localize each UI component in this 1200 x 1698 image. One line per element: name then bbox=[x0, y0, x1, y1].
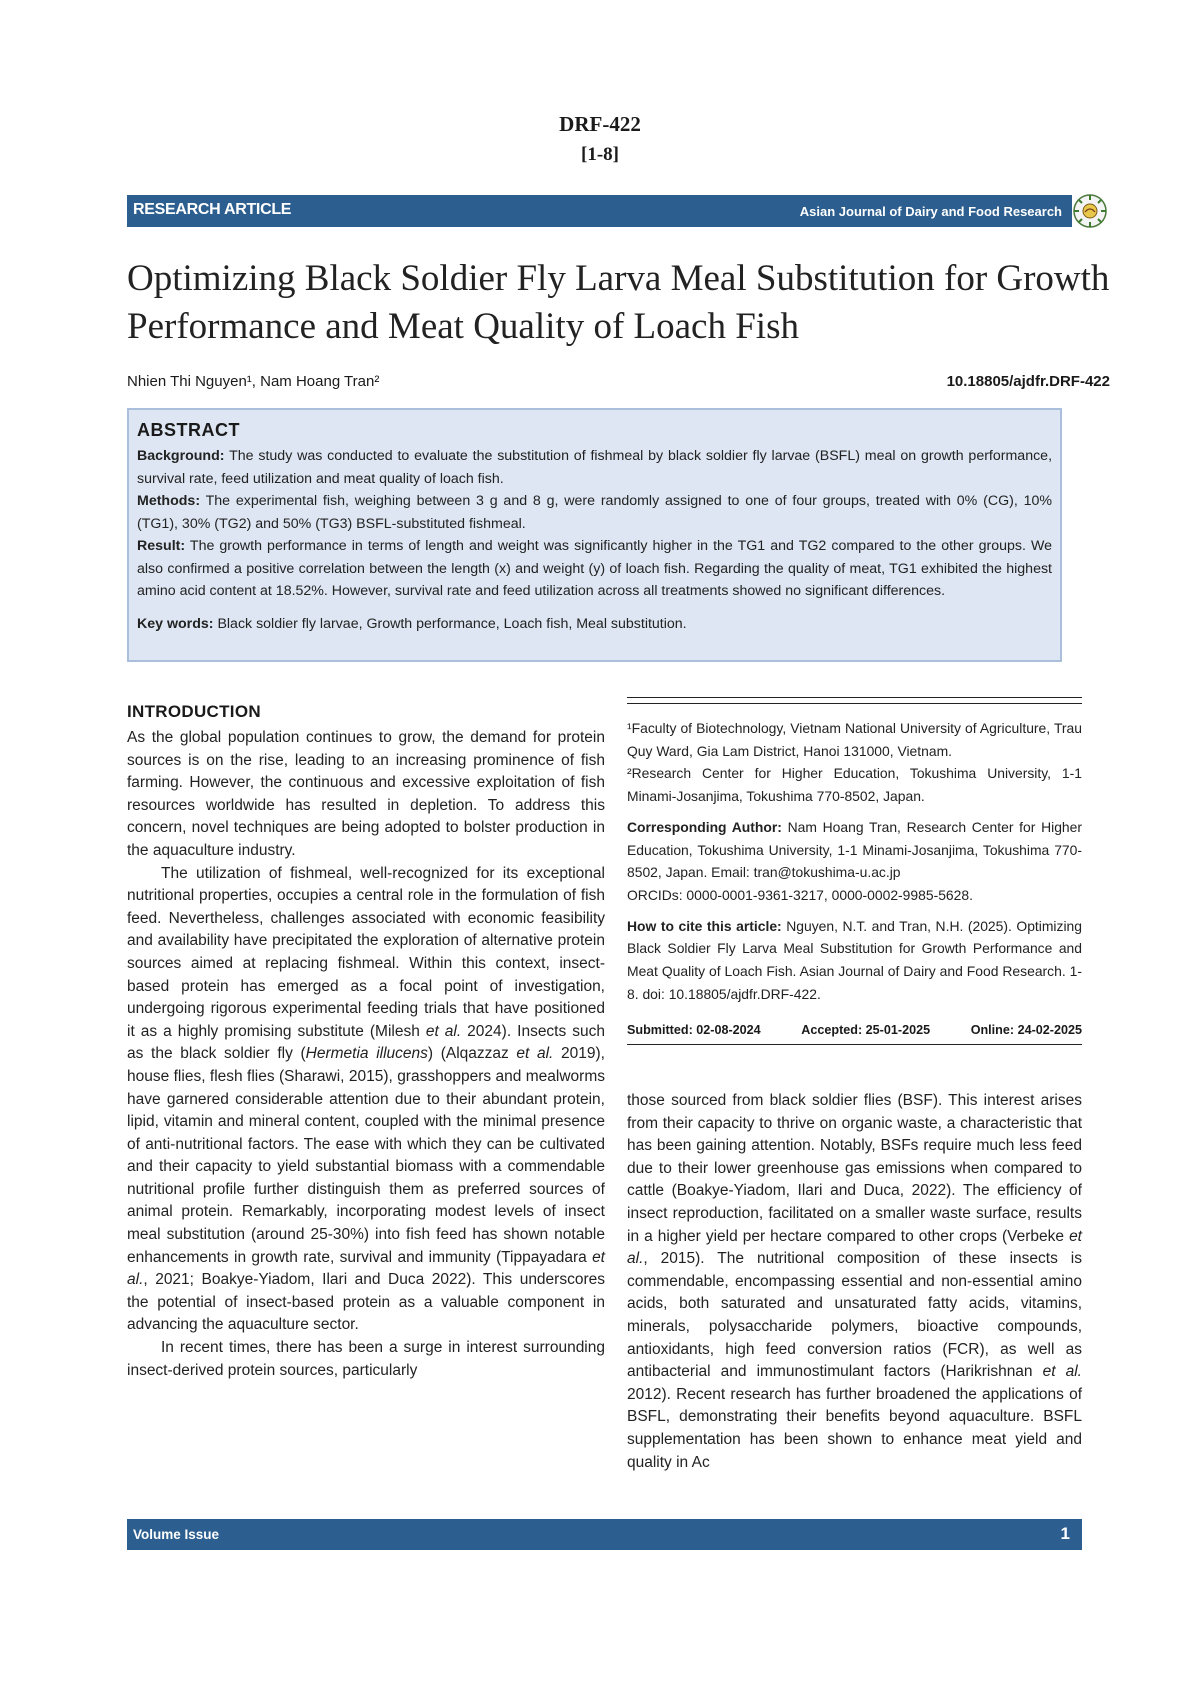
methods-label: Methods: bbox=[137, 493, 201, 509]
abstract-box bbox=[127, 408, 1062, 662]
et-al: et al. bbox=[516, 1045, 554, 1063]
background-label: Background: bbox=[137, 448, 225, 464]
citation-label: How to cite this article: bbox=[627, 917, 782, 934]
accepted-date bbox=[801, 1023, 930, 1037]
et-al: et al. bbox=[627, 1227, 1082, 1268]
species-name: Hermetia illucens bbox=[305, 1045, 428, 1063]
abstract-methods bbox=[137, 490, 1052, 535]
keywords-label: Key words: bbox=[137, 615, 214, 632]
p2-part-e: , 2021; Boakye-Yiadom, Ilari and Duca 2022). This underscores the potential of insect-based protein as a valuable component in advancing the aquaculture sector. bbox=[127, 1271, 605, 1334]
p2-part-c: ) (Alqazzaz bbox=[427, 1045, 517, 1063]
corresponding-label: Corresponding Author: bbox=[627, 818, 782, 835]
article-title: Optimizing Black Soldier Fly Larva Meal Substitution for Growth Performance and Meat Quality of Loach Fish bbox=[127, 258, 1110, 347]
right-part-b: , 2015). The nutritional composition of these insects is commendable, encompassing essential and non-essential amino acids, both saturated and unsaturated fatty acids, vitamins, minerals, polysaccharide polymers, bioactive compounds, antioxidants, high feed conversion ratios (FCR), as well as antibacterial and immunostimulant factors (Harikrishnan bbox=[627, 1250, 1082, 1381]
page-number: 1 bbox=[1060, 1524, 1070, 1543]
online-label: Online: bbox=[970, 1023, 1015, 1037]
affiliation-2: ²Research Center for Higher Education, Tokushima University, 1-1 Minami-Josanjima, Tokushima 770-8502, Japan. bbox=[627, 765, 1082, 805]
methods-text: The experimental fish, weighing between 3 g and 8 g, were randomly assigned to one of four groups, treated with 0% (CG), 10% (TG1), 30% (TG2) and 50% (TG3) BSFL-substituted fishmeal. bbox=[137, 493, 1052, 532]
p2-part-b: 2024). Insects such as the black soldier fly ( bbox=[127, 1022, 605, 1063]
et-al: et al. bbox=[127, 1248, 605, 1289]
right-part-a: those sourced from black soldier flies (BSF). This interest arises from their capacity to thrive on organic waste, a characteristic that has been gaining attention. Notably, BSFs require much less feed due to their lower greenhouse gas emissions when compared to cattle (Boakye-Yiadom, Ilari and Duca, 2022). The efficiency of insect reproduction, facilitated on a smaller waste surface, results in a higher yield per hectare compared to other crops (Verbeke bbox=[627, 1092, 1082, 1245]
article-dates bbox=[627, 1023, 1082, 1037]
divider bbox=[627, 703, 1082, 704]
background-text: The study was conducted to evaluate the substitution of fishmeal by black soldier fly larvae (BSFL) meal on growth performance, survival rate, feed utilization and meat quality of loach fish. bbox=[137, 448, 1053, 487]
abstract-keywords bbox=[137, 613, 1052, 636]
p2-part-d: 2019), house flies, flesh flies (Sharawi, 2015), grasshoppers and mealworms have garnered considerable attention due to their abundant protein, lipid, vitamin and mineral content, coupled with the minimal presence of anti-nutritional factors. The ease with which they can be cultivated and their capacity to yield substantial biomass with a commendable nutritional profile further distinguish them as preferred sources of animal protein. Remarkably, incorporating modest levels of insect meal substitution (around 25-30%) into fish feed has shown notable enhancements in growth rate, survival and immunity (Tippayadara bbox=[127, 1045, 605, 1266]
online-date bbox=[971, 1023, 1082, 1037]
journal-logo-icon bbox=[1072, 193, 1108, 229]
right-column-text bbox=[627, 1090, 1082, 1474]
document-id: DRF-422 bbox=[559, 112, 641, 136]
page-range: [1-8] bbox=[581, 144, 619, 165]
author-list: Nhien Thi Nguyen¹, Nam Hoang Tran² bbox=[127, 373, 380, 390]
submitted-date bbox=[627, 1023, 761, 1037]
intro-paragraph-1: As the global population continues to grow, the demand for protein sources is on the rise, leading to an increasing prominence of fish farming. However, the continuous and excessive exploitation of fish resources worldwide has resulted in depletion. To address this concern, novel techniques are being adopted to bolster production in the aquaculture industry. bbox=[127, 729, 605, 859]
journal-name: Asian Journal of Dairy and Food Research bbox=[799, 204, 1062, 219]
citation-block bbox=[627, 915, 1082, 1006]
abstract-heading: ABSTRACT bbox=[137, 420, 240, 440]
abstract-background bbox=[137, 445, 1052, 490]
affiliations-block bbox=[627, 717, 1082, 1005]
right-part-c: 2012). Recent research has further broadened the applications of BSFL, demonstrating their benefits beyond aquaculture. BSFL supplementation has been shown to enhance meat yield and quality in Ac bbox=[627, 1385, 1082, 1471]
divider bbox=[627, 1044, 1082, 1045]
et-al: et al. bbox=[1042, 1363, 1082, 1381]
affiliation-1: ¹Faculty of Biotechnology, Vietnam National University of Agriculture, Trau Quy Ward, Gia Lam District, Hanoi 131000, Vietnam. bbox=[627, 720, 1082, 759]
accepted-value: 25-01-2025 bbox=[865, 1023, 931, 1037]
abstract-result bbox=[137, 535, 1052, 603]
divider bbox=[627, 697, 1082, 698]
volume-issue: Volume Issue bbox=[133, 1527, 220, 1542]
intro-paragraph-2 bbox=[127, 863, 605, 1337]
page-footer bbox=[127, 1519, 1082, 1550]
corresponding-author bbox=[627, 816, 1082, 884]
citation-text: Nguyen, N.T. and Tran, N.H. (2025). Optimizing Black Soldier Fly Larva Meal Substitution for Growth Performance and Meat Quality of Loach Fish. Asian Journal of Dairy and Food Research. 1-8. doi: 10.18805/ajdfr.DRF-422. bbox=[627, 917, 1082, 1002]
introduction-heading: INTRODUCTION bbox=[127, 702, 261, 721]
corresponding-text: Nam Hoang Tran, Research Center for Higher Education, Tokushima University, 1-1 Minami-Josanjima, Tokushima 770-8502, Japan. Email: tran@tokushima-u.ac.jp bbox=[627, 818, 1082, 881]
result-text: The growth performance in terms of length and weight was significantly higher in the TG1 and TG2 compared to the other groups. We also confirmed a positive correlation between the length (x) and weight (y) of loach fish. Regarding the quality of meat, TG1 exhibited the highest amino acid content at 18.52%. However, survival rate and feed utilization across all treatments showed no significant differences. bbox=[137, 538, 1053, 599]
et-al: et al. bbox=[425, 1022, 462, 1040]
doi-link[interactable]: 10.18805/ajdfr.DRF-422 bbox=[946, 373, 1110, 390]
keywords-text: Black soldier fly larvae, Growth performance, Loach fish, Meal substitution. bbox=[217, 615, 687, 632]
intro-paragraph-3: In recent times, there has been a surge in interest surrounding insect-derived protein sources, particularly bbox=[127, 1339, 605, 1379]
submitted-label: Submitted: bbox=[627, 1023, 693, 1037]
accepted-label: Accepted: bbox=[801, 1023, 863, 1037]
p2-part-a: The utilization of fishmeal, well-recognized for its exceptional nutritional properties, occupies a central role in the formulation of fish feed. Nevertheless, challenges associated with economic feasibility and availability have precipitated the exploration of alternative protein sources aimed at replacing fishmeal. Within this context, insect-based protein has emerged as a focal point of investigation, undergoing rigorous experimental feeding trials that have positioned it as a highly promising substitute (Milesh bbox=[127, 864, 605, 1040]
left-column-text bbox=[127, 727, 605, 1382]
article-type-banner bbox=[127, 195, 1072, 227]
online-value: 24-02-2025 bbox=[1017, 1023, 1082, 1037]
orcid-line: ORCIDs: 0000-0001-9361-3217, 0000-0002-9985-5628. bbox=[627, 886, 973, 903]
article-type-label: RESEARCH ARTICLE bbox=[133, 201, 292, 218]
submitted-value: 02-08-2024 bbox=[696, 1023, 761, 1037]
result-label: Result: bbox=[137, 538, 186, 554]
